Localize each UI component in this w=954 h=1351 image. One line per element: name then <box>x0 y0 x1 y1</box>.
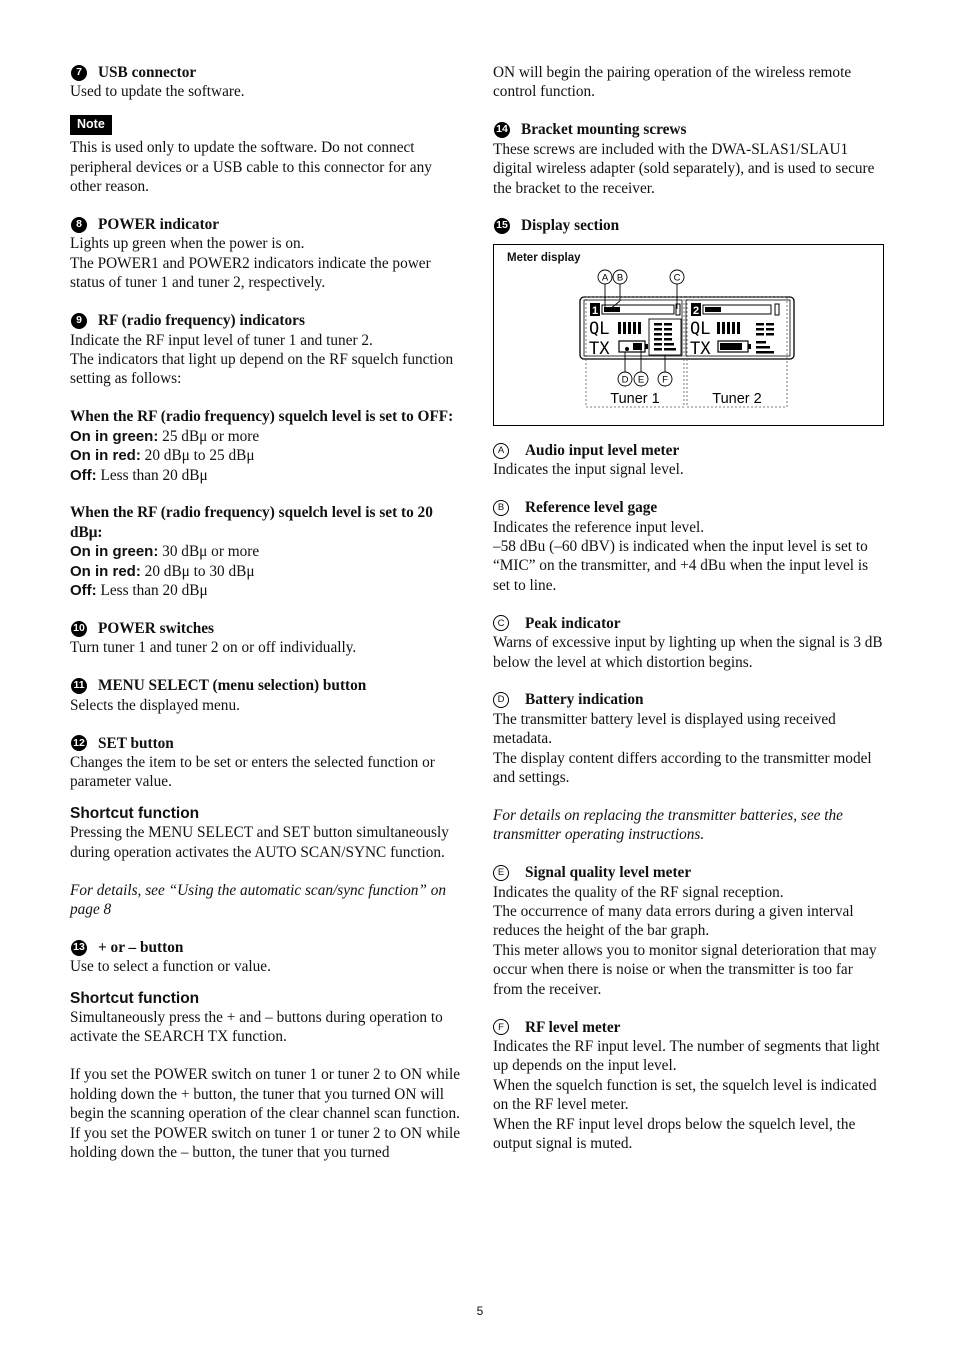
term-label: Off: <box>70 466 97 484</box>
signal-quality-title: Signal quality level meter <box>525 864 692 882</box>
tuner-2-label: Tuner 2 <box>712 390 762 407</box>
callout-a <box>598 270 612 284</box>
rf-indicators-body-2: The indicators that light up depend on the RF squelch function setting as follows: <box>70 350 454 388</box>
rf-indicators-section <box>70 311 462 389</box>
ql-label-1: QL <box>589 318 610 339</box>
battery-indication-section <box>493 690 885 787</box>
channel-1-label: 1 <box>591 304 599 317</box>
tx-label-2: TX <box>690 338 711 359</box>
item-number-badge: 10 <box>71 621 87 637</box>
reference-level-section <box>493 498 885 595</box>
reference-level-title: Reference level gage <box>525 499 658 517</box>
reference-level-body-2: –58 dBu (–60 dBV) is indicated when the input level is set to “MIC” on the transmitter, and +4 dBu when the input level is set to line. <box>493 537 869 594</box>
power-indicator-body-1: Lights up green when the power is on. <box>70 235 305 253</box>
audio-input-meter-title: Audio input level meter <box>525 441 680 459</box>
usb-connector-body: Used to update the software. <box>70 83 245 101</box>
squelch-20db-block <box>70 503 462 600</box>
continued-paragraph: ON will begin the pairing operation of the wireless remote control function. <box>493 64 852 101</box>
rf-indicators-body-1: Indicate the RF input level of tuner 1 and tuner 2. <box>70 331 373 349</box>
callout-e <box>634 372 648 386</box>
plus-minus-shortcut-block <box>70 989 462 1047</box>
usb-connector-section <box>70 63 462 102</box>
battery-indication-heading <box>493 690 885 709</box>
set-reference <box>70 881 462 920</box>
peak-indicator-body: Warns of excessive input by lighting up when the signal is 3 dB below the level at which distortion begins. <box>493 634 883 671</box>
rf-level-meter-body-3: When the RF input level drops below the squelch level, the output signal is muted. <box>493 1115 856 1153</box>
plus-minus-shortcut-body: Simultaneously press the + and – buttons during operation to activate the SEARCH TX function. <box>70 1009 443 1046</box>
term-label: Off: <box>70 582 97 600</box>
signal-quality-heading <box>493 863 885 882</box>
usb-connector-title: USB connector <box>98 64 197 81</box>
rf-indicators-title: RF (radio frequency) indicators <box>98 312 305 330</box>
power-indicator-body-2: The POWER1 and POWER2 indicators indicate the power status of tuner 1 and tuner 2, respectively. <box>70 254 431 292</box>
item-number-badge: 8 <box>71 217 87 233</box>
item-number-badge: 13 <box>71 940 87 956</box>
audio-input-meter-heading <box>493 441 885 460</box>
usb-note <box>70 114 462 196</box>
callout-f-label: F <box>662 374 668 386</box>
rf-indicators-heading <box>70 311 462 330</box>
usb-connector-heading <box>70 63 462 82</box>
item-number-badge: 11 <box>71 678 87 694</box>
plus-minus-shortcut-heading: Shortcut function <box>70 989 200 1007</box>
callout-letter-badge: B <box>493 500 509 516</box>
callout-e-label: E <box>637 374 645 386</box>
plus-minus-power-block <box>70 1065 462 1162</box>
plus-minus-para-1: If you set the POWER switch on tuner 1 or tuner 2 to ON while holding down the + button, the tuner that you turned ON will begin the scanning operation of the clear channel scan function. <box>70 1066 461 1123</box>
bracket-heading <box>493 120 885 139</box>
squelch-off-block <box>70 407 462 485</box>
callout-c <box>670 270 684 284</box>
rf-level-meter-section <box>493 1018 885 1154</box>
reference-level-body-1: Indicates the reference input level. <box>493 518 705 536</box>
bracket-body: These screws are included with the DWA-SLAS1/SLAU1 digital wireless adapter (sold separately), and is used to secure the bracket to the receiver. <box>493 140 875 197</box>
callout-f <box>658 372 672 386</box>
callout-letter-badge: F <box>493 1019 509 1035</box>
meter-display-diagram <box>494 245 883 425</box>
set-shortcut-block <box>70 804 462 862</box>
rf-level-meter-title: RF level meter <box>525 1018 621 1036</box>
left-column <box>70 63 462 1162</box>
item-number-badge: 14 <box>494 122 510 138</box>
squelch-off-red <box>70 446 462 465</box>
display-title: Display section <box>521 217 620 235</box>
term-label: On in red: <box>70 562 141 580</box>
plus-minus-title: + or – button <box>98 938 184 956</box>
term-value: 20 dBμ to 30 dBμ <box>140 562 255 580</box>
rf-level-meter-body-1: Indicates the RF input level. The number of segments that light up depends on the input level. <box>493 1038 880 1075</box>
power-indicator-title: POWER indicator <box>98 216 220 234</box>
rf-level-meter-heading <box>493 1018 885 1037</box>
term-label: On in green: <box>70 427 159 445</box>
squelch-20db-heading: When the RF (radio frequency) squelch level is set to 20 dBμ: <box>70 504 433 541</box>
tx-label-1: TX <box>589 338 610 359</box>
item-number-badge: 12 <box>71 735 87 751</box>
audio-input-meter-section <box>493 441 885 480</box>
menu-select-title: MENU SELECT (menu selection) button <box>98 677 367 695</box>
callout-letter-badge: E <box>493 865 509 881</box>
power-switches-title: POWER switches <box>98 619 214 637</box>
set-button-section <box>70 734 462 792</box>
term-value: 30 dBμ or more <box>158 543 260 561</box>
channel-2-label: 2 <box>692 304 700 317</box>
meter-display-figure <box>493 244 884 426</box>
plus-minus-para-2: If you set the POWER switch on tuner 1 or tuner 2 to ON while holding down the – button, the tuner that you turned <box>70 1124 461 1161</box>
menu-select-heading <box>70 676 462 695</box>
set-button-body: Changes the item to be set or enters the selected function or parameter value. <box>70 753 435 791</box>
peak-indicator-heading <box>493 614 885 633</box>
squelch-off-heading: When the RF (radio frequency) squelch level is set to OFF: <box>70 408 454 426</box>
signal-quality-body-3: This meter allows you to monitor signal deterioration that may occur when there is noise or when the transmitter is too far from the receiver. <box>493 941 877 998</box>
tuner-1-label: Tuner 1 <box>610 390 660 407</box>
rf-level-meter-body-2: When the squelch function is set, the squelch level is indicated on the RF level meter. <box>493 1076 877 1114</box>
signal-quality-body-1: Indicates the quality of the RF signal reception. <box>493 883 784 901</box>
signal-quality-section <box>493 863 885 999</box>
term-label: On in red: <box>70 447 141 465</box>
set-button-heading <box>70 734 462 753</box>
callout-a-label: A <box>601 272 609 284</box>
callout-b-label: B <box>616 272 624 284</box>
term-label: On in green: <box>70 543 159 561</box>
peak-indicator-section <box>493 614 885 672</box>
meter-display-title: Meter display <box>507 251 581 264</box>
ql-label-2: QL <box>690 318 711 339</box>
item-number-badge: 9 <box>71 313 87 329</box>
note-badge: Note <box>70 115 112 135</box>
set-reference-text: For details, see “Using the automatic scan/sync function” on page 8 <box>70 881 447 918</box>
power-indicator-section <box>70 215 462 293</box>
plus-minus-heading <box>70 938 462 957</box>
bracket-title: Bracket mounting screws <box>521 121 687 139</box>
item-number-badge: 7 <box>71 65 87 81</box>
continued-text <box>493 63 885 102</box>
battery-indication-title: Battery indication <box>525 691 644 709</box>
callout-d <box>618 372 632 386</box>
power-switches-heading <box>70 619 462 638</box>
battery-reference <box>493 806 885 845</box>
power-switches-body: Turn tuner 1 and tuner 2 on or off individually. <box>70 639 357 657</box>
menu-select-section <box>70 676 462 715</box>
squelch-20db-off <box>70 581 462 600</box>
set-shortcut-heading: Shortcut function <box>70 804 200 822</box>
callout-letter-badge: C <box>493 615 509 631</box>
power-switches-section <box>70 619 462 658</box>
display-section <box>493 216 885 235</box>
audio-input-meter-body: Indicates the input signal level. <box>493 461 684 479</box>
callout-b <box>613 270 627 284</box>
menu-select-body: Selects the displayed menu. <box>70 696 240 714</box>
note-text: This is used only to update the software. Do not connect peripheral devices or a USB cable to this connector for any other reason. <box>70 139 432 196</box>
squelch-20db-green <box>70 542 462 561</box>
callout-letter-badge: D <box>493 692 509 708</box>
display-heading <box>493 216 885 235</box>
battery-reference-text: For details on replacing the transmitter batteries, see the transmitter operating instructions. <box>493 806 843 844</box>
reference-level-heading <box>493 498 885 517</box>
signal-quality-body-2: The occurrence of many data errors during a given interval reduces the height of the bar graph. <box>493 903 854 940</box>
right-column <box>493 63 885 1153</box>
callout-c-label: C <box>673 272 681 284</box>
power-indicator-heading <box>70 215 462 234</box>
term-value: Less than 20 dBμ <box>96 466 208 484</box>
item-number-badge: 15 <box>494 218 510 234</box>
plus-minus-section <box>70 938 462 977</box>
squelch-off-off <box>70 466 462 485</box>
peak-indicator-title: Peak indicator <box>525 614 621 632</box>
battery-indication-body-1: The transmitter battery level is displayed using received metadata. <box>493 710 836 748</box>
plus-minus-body: Use to select a function or value. <box>70 958 271 976</box>
term-value: 25 dBμ or more <box>158 427 260 445</box>
term-value: 20 dBμ to 25 dBμ <box>140 447 255 465</box>
set-shortcut-body: Pressing the MENU SELECT and SET button simultaneously during operation activates the AUTO SCAN/SYNC function. <box>70 824 449 861</box>
bracket-section <box>493 120 885 198</box>
set-button-title: SET button <box>98 734 174 752</box>
battery-indication-body-2: The display content differs according to the transmitter model and settings. <box>493 749 872 787</box>
callout-d-label: D <box>621 374 629 386</box>
squelch-20db-red <box>70 562 462 581</box>
callout-letter-badge: A <box>493 443 509 459</box>
page-number: 5 <box>476 1304 484 1318</box>
term-value: Less than 20 dBμ <box>96 582 208 600</box>
squelch-off-green <box>70 427 462 446</box>
